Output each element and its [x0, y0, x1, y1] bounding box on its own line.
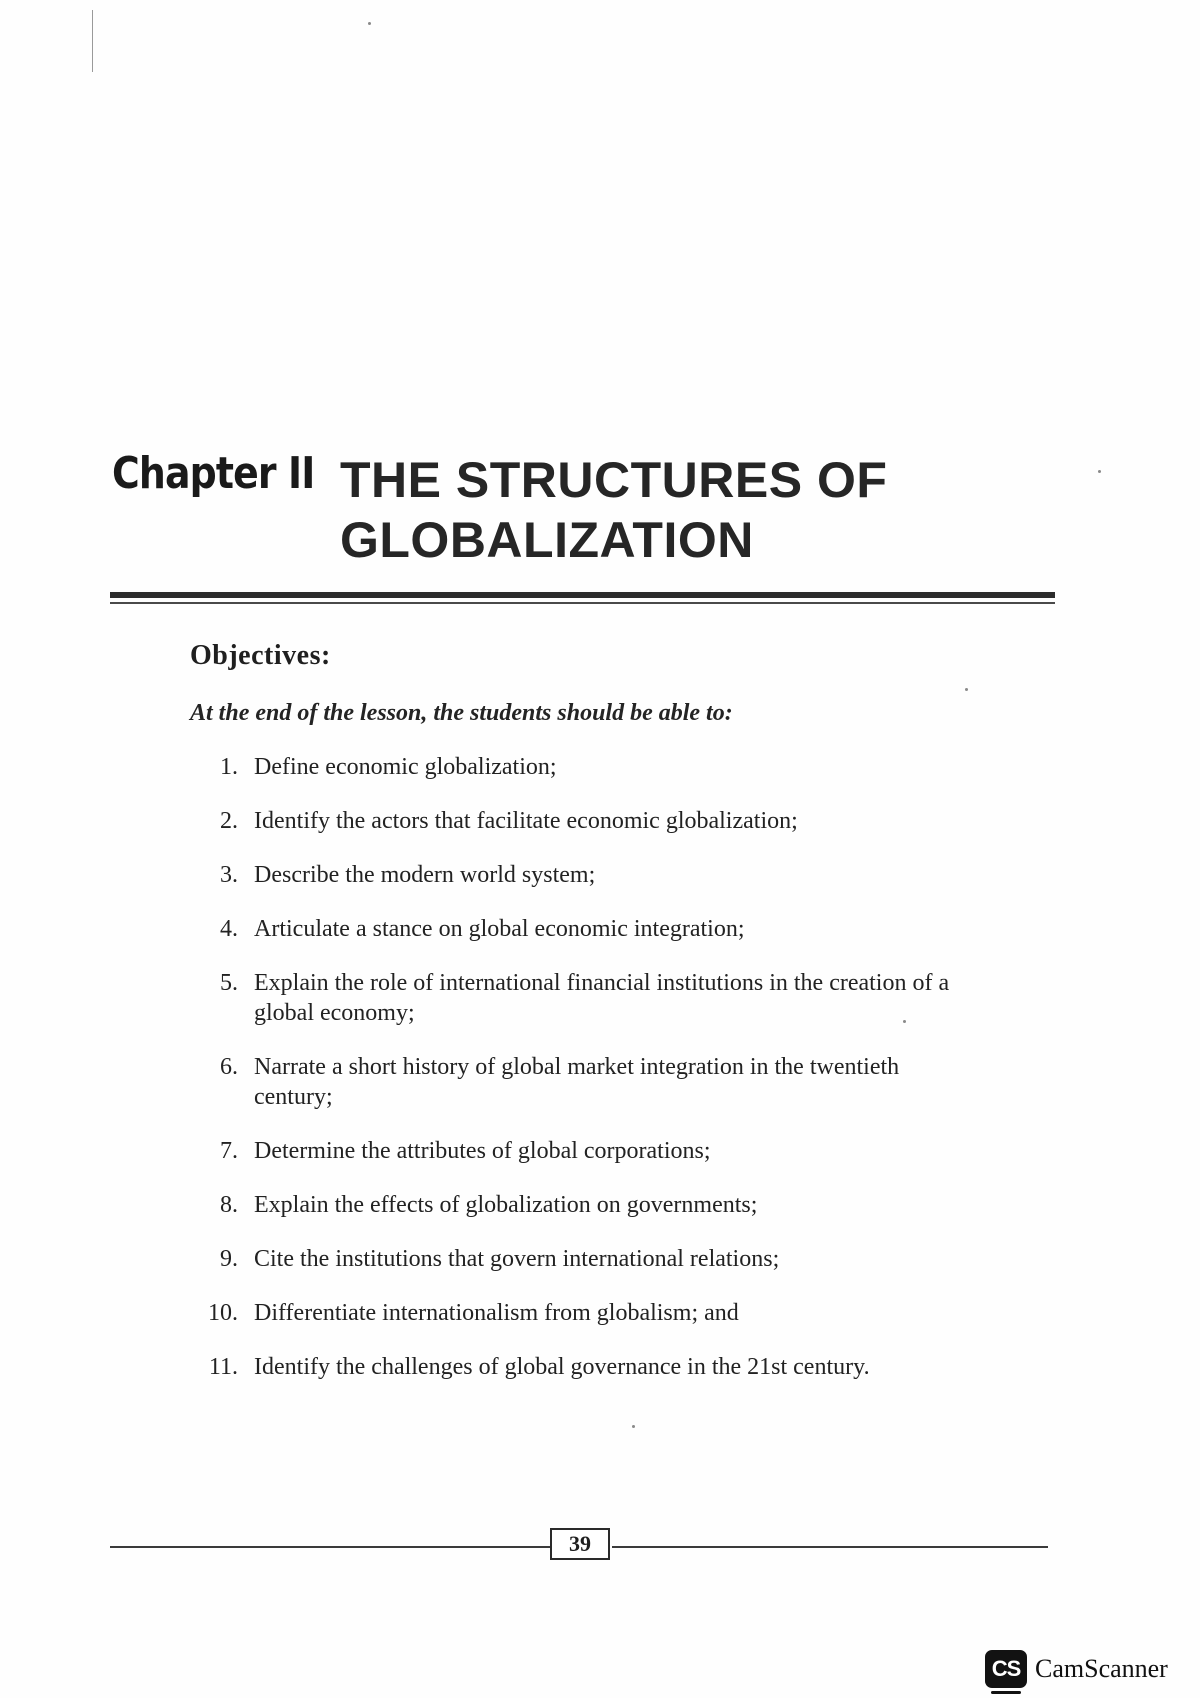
chapter-title-line-2: GLOBALIZATION — [340, 512, 754, 568]
objective-item — [190, 1190, 970, 1220]
camscanner-logo-icon: CS — [985, 1650, 1027, 1688]
objectives-heading: Objectives: — [190, 640, 331, 671]
objective-number: 6. — [220, 1054, 238, 1080]
objective-number: 11. — [208, 1354, 238, 1380]
objective-text: Differentiate internationalism from globalism; and — [254, 1300, 739, 1326]
objective-item — [190, 1298, 970, 1328]
scan-speck — [903, 1020, 906, 1023]
objectives-list — [190, 752, 970, 1406]
objective-item — [190, 860, 970, 890]
chapter-title-line-1: THE STRUCTURES OF — [340, 452, 888, 508]
objective-text: Cite the institutions that govern international relations; — [254, 1246, 780, 1272]
objective-item — [190, 914, 970, 944]
objective-item — [190, 1136, 970, 1166]
objective-text: Determine the attributes of global corporations; — [254, 1138, 711, 1164]
scan-speck — [965, 688, 968, 691]
objective-number: 7. — [220, 1138, 238, 1164]
objective-number: 4. — [220, 916, 238, 942]
objective-number: 8. — [220, 1192, 238, 1218]
camscanner-brand-text: CamScanner — [1035, 1654, 1168, 1683]
objective-number: 3. — [220, 862, 238, 888]
objective-item — [190, 752, 970, 782]
objective-item — [190, 1352, 970, 1382]
page-number: 39 — [550, 1528, 610, 1560]
objective-item — [190, 1244, 970, 1274]
objective-text: Identify the challenges of global governance in the 21st century. — [254, 1354, 870, 1380]
objective-number: 5. — [220, 970, 238, 996]
objectives-intro: At the end of the lesson, the students should be able to: — [190, 700, 733, 726]
objective-text: Define economic globalization; — [254, 754, 557, 780]
objective-item — [190, 806, 970, 836]
objective-item — [190, 968, 970, 1028]
chapter-title — [340, 450, 887, 570]
objective-number: 2. — [220, 808, 238, 834]
objective-number: 10. — [208, 1300, 238, 1326]
objective-number: 1. — [220, 754, 238, 780]
footer-rule-left — [110, 1546, 550, 1548]
scan-speck — [632, 1425, 635, 1428]
objective-text: Narrate a short history of global market integration in the twentieth century; — [254, 1054, 900, 1110]
objective-text: Articulate a stance on global economic integration; — [254, 916, 745, 942]
objective-text: Describe the modern world system; — [254, 862, 596, 888]
header-divider-thick — [110, 592, 1055, 598]
chapter-label: Chapter II — [112, 448, 315, 499]
header-divider-thin — [110, 602, 1055, 604]
camscanner-watermark — [985, 1650, 1168, 1688]
scan-speck — [1098, 470, 1101, 473]
objective-text: Explain the role of international financial institutions in the creation of a global economy; — [254, 970, 950, 1026]
scan-speck — [368, 22, 371, 25]
margin-mark — [92, 10, 93, 72]
objective-text: Identify the actors that facilitate economic globalization; — [254, 808, 798, 834]
footer-rule-right — [612, 1546, 1048, 1548]
objective-number: 9. — [220, 1246, 238, 1272]
objective-item — [190, 1052, 970, 1112]
objective-text: Explain the effects of globalization on governments; — [254, 1192, 758, 1218]
